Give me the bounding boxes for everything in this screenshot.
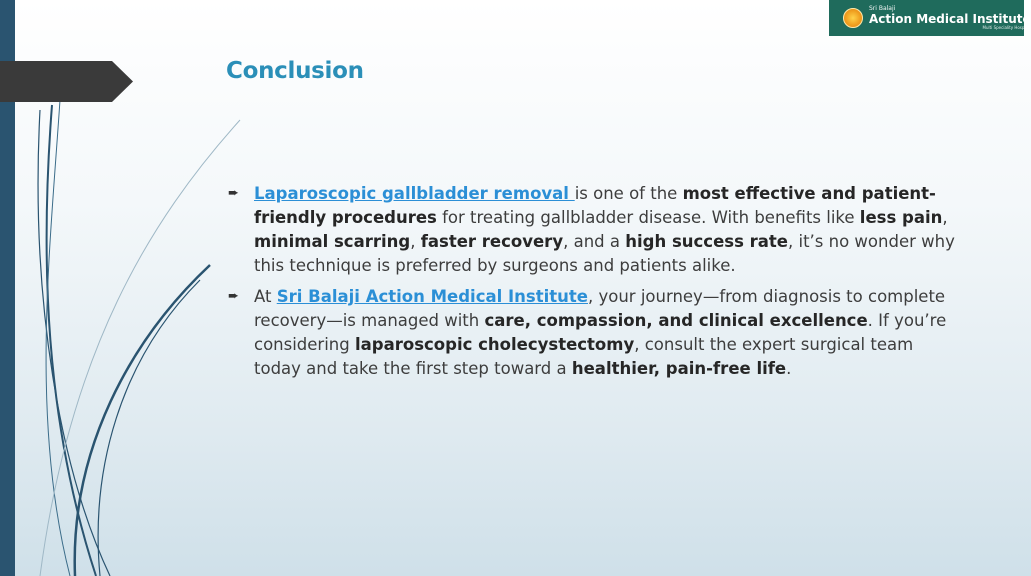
- bold-text: laparoscopic cholecystectomy: [354, 335, 635, 354]
- link-laparoscopic-gallbladder-removal[interactable]: Laparoscopic gallbladder removal: [254, 184, 575, 203]
- sun-emblem-icon: [843, 8, 863, 28]
- logo-small-text: Sri Balaji: [869, 5, 896, 12]
- arrow-bullet-icon: ➨: [228, 289, 239, 304]
- text: for treating gallbladder disease. With benefits like: [436, 208, 860, 227]
- text: , consult the expert surgical team today and take the first step toward a: [254, 335, 914, 378]
- slide-title: Conclusion: [226, 58, 364, 84]
- logo-main-text: Action Medical Institute: [869, 12, 1031, 26]
- arrow-bullet-icon: ➨: [228, 186, 239, 201]
- logo-sub-text: Multi Speciality Hospital: [982, 25, 1031, 30]
- text: .: [786, 359, 792, 378]
- text: ,: [942, 208, 948, 227]
- text: ,: [410, 232, 421, 251]
- text: , and a: [563, 232, 626, 251]
- bullet-list: [228, 182, 958, 388]
- bold-text: faster recovery: [420, 232, 564, 251]
- bullet-item: [228, 182, 958, 278]
- logo-text: [869, 6, 1031, 30]
- institute-logo: [829, 0, 1031, 36]
- bold-text: high success rate: [625, 232, 788, 251]
- text: , it’s no wonder why this technique is preferred by surgeons and patients alike.: [254, 232, 955, 275]
- bold-text: care, compassion, and clinical excellence: [484, 311, 868, 330]
- bold-text: healthier, pain-free life: [571, 359, 787, 378]
- bold-text: minimal scarring: [254, 232, 411, 251]
- bullet-item: [228, 285, 958, 381]
- text: . If you’re considering: [254, 311, 947, 354]
- link-sri-balaji-action-medical-institute[interactable]: Sri Balaji Action Medical Institute: [276, 287, 588, 306]
- text: At: [254, 287, 277, 306]
- bold-text: most effective and patient-friendly procedures: [254, 184, 936, 227]
- title-arrow-tab: [0, 61, 133, 102]
- text: , your journey—from diagnosis to complete recovery—is managed with: [254, 287, 946, 330]
- text: is one of the: [574, 184, 683, 203]
- bold-text: less pain: [859, 208, 943, 227]
